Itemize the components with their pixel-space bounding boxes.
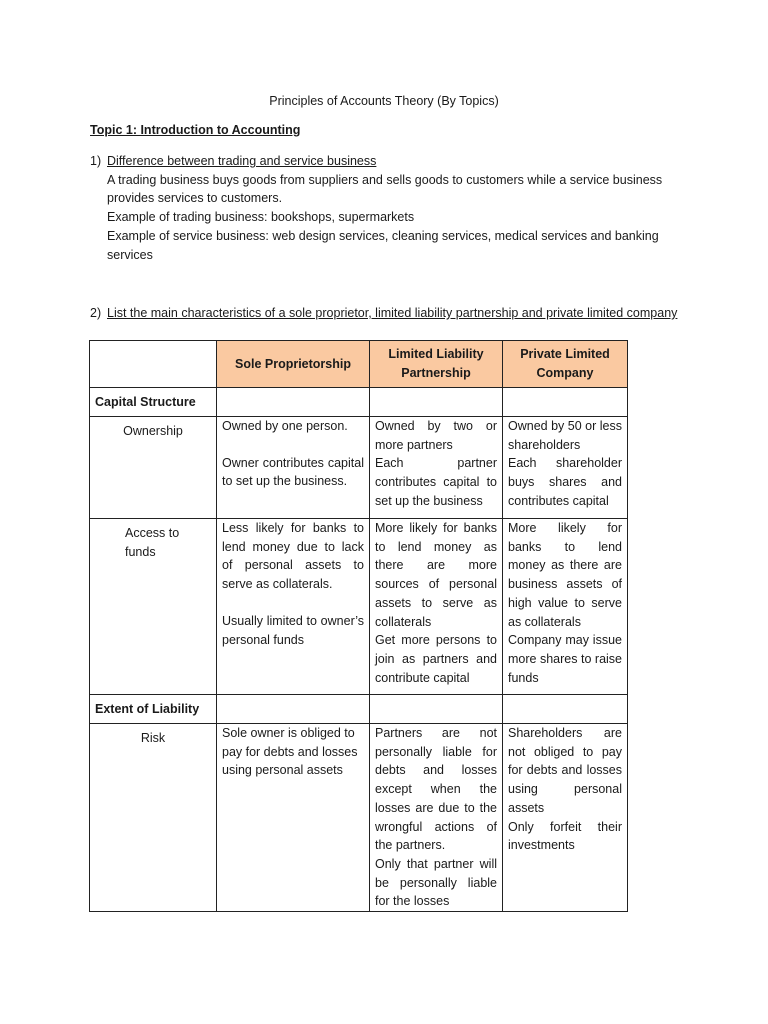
cell-llp-risk [370,724,503,912]
question-1 [90,152,690,264]
question-1-line: Example of service business: web design services, cleaning services, medical services and banking services [107,228,659,262]
cell-text: Get more persons to join as partners and contribute capital [375,633,497,685]
cell-text: Owned by two or more partners [375,419,497,452]
question-2 [90,304,690,323]
table-header-row [90,341,628,388]
cell-text: Only forfeit their investments [508,819,622,853]
header-private-limited-company: Private Limited Company [503,341,628,388]
question-1-line: A trading business buys goods from suppliers and sells goods to customers while a service business provides services to customers. [107,172,663,206]
cell-llp-ownership [370,417,503,519]
business-comparison-table [89,340,628,912]
header-blank-cell [90,341,217,388]
cell-sole-risk [217,724,370,912]
cell-text: Only that partner will be personally liable for the losses [375,856,497,909]
row-label-risk: Risk [90,724,217,912]
row-label-ownership: Ownership [90,417,217,519]
cell-text: Shareholders are not obliged to pay for debts and losses using personal assets [508,726,622,815]
question-1-line: Example of trading business: bookshops, supermarkets [107,210,415,225]
header-sole-proprietorship: Sole Proprietorship [217,341,370,388]
header-limited-liability-partnership: Limited Liability Partnership [370,341,503,388]
question-2-number: 2) [90,306,102,320]
cell-text: Owned by one person. [222,419,348,433]
cell-text: Each partner contributes capital to set up the business [375,456,497,508]
cell-sole-access [217,519,370,695]
cell-text: More likely for banks to lend money as there are more sources of personal assets to serve as collaterals [375,521,497,629]
cell-llp-access [370,519,503,695]
cell-text: Usually limited to owner’s personal funds [222,613,364,647]
cell-plc-risk [503,724,628,912]
topic-heading: Topic 1: Introduction to Accounting [90,123,301,137]
section-capital-structure: Capital Structure [90,388,217,417]
cell-plc-ownership [503,417,628,519]
document-title: Principles of Accounts Theory (By Topics) [269,94,499,108]
section-extent-of-liability: Extent of Liability [90,695,217,724]
cell-plc-access [503,519,628,695]
question-2-heading: List the main characteristics of a sole proprietor, limited liability partnership and private limited company [107,306,678,320]
cell-text: Partners are not personally liable for debts and losses except when the losses are due to the wrongful actions of the partners. [375,726,497,853]
question-1-heading: Difference between trading and service business [107,154,377,168]
cell-text: Each shareholder buys shares and contributes capital [508,456,622,508]
table-row [90,417,628,519]
table-section-row [90,388,628,417]
question-1-number: 1) [90,154,102,168]
row-label-access-to-funds: Access to funds [90,519,217,695]
table-row [90,724,628,912]
cell-text: More likely for banks to lend money as there are business assets of high value to serve as collaterals [508,521,622,629]
cell-text: Company may issue more shares to raise funds [508,633,622,685]
cell-text: Sole owner is obliged to pay for debts and losses using personal assets [222,726,358,778]
cell-sole-ownership [217,417,370,519]
cell-text: Owner contributes capital to set up the business. [222,455,364,489]
table-row [90,519,628,695]
cell-text: Owned by 50 or less shareholders [508,419,622,452]
table-section-row [90,695,628,724]
cell-text: Less likely for banks to lend money due to lack of personal assets to serve as collaterals. [222,521,364,592]
